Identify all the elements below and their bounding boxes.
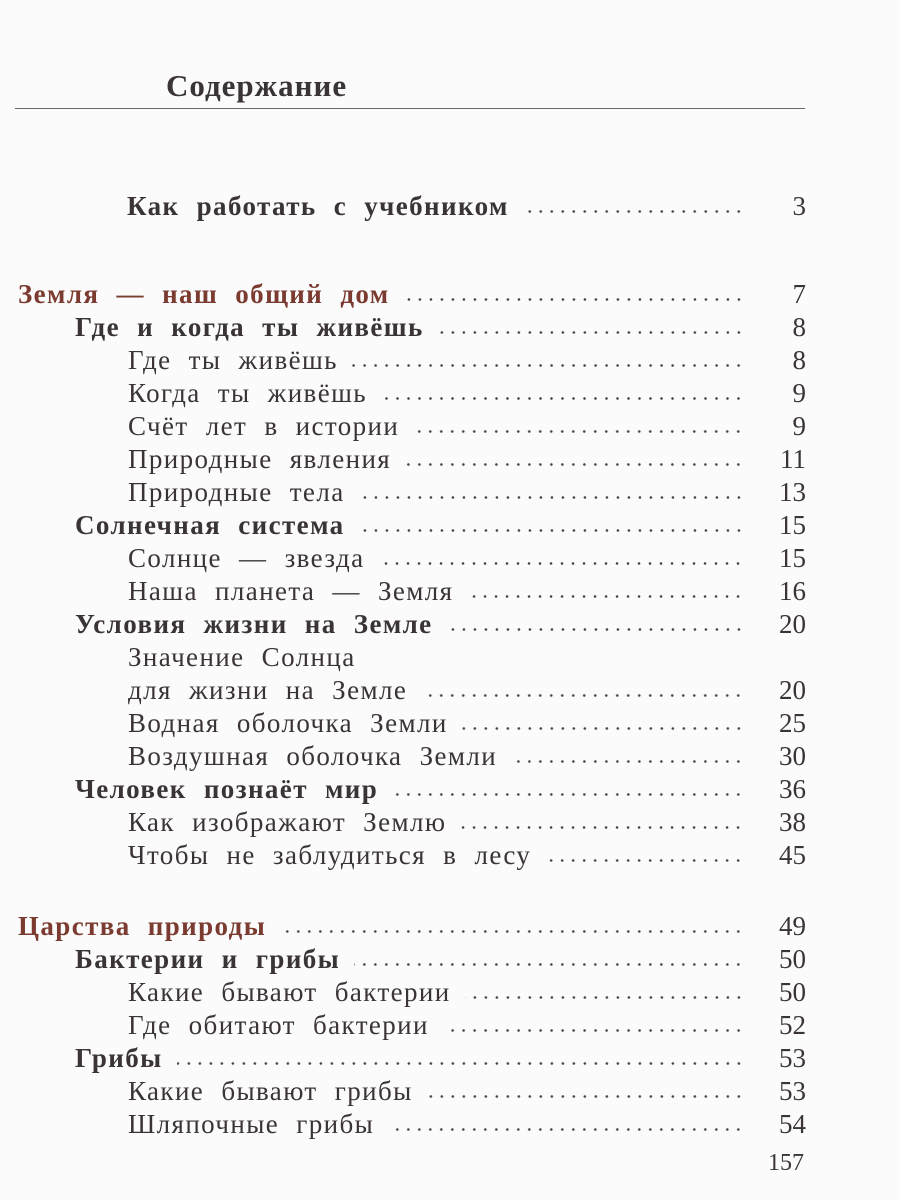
dot-leader bbox=[438, 331, 744, 334]
toc-entry-label: Бактерии и грибы bbox=[75, 944, 341, 974]
toc-entry-label: Когда ты живёшь bbox=[128, 378, 367, 408]
toc-entry-label: Какие бывают бактерии bbox=[128, 977, 451, 1007]
dot-leader bbox=[280, 930, 744, 933]
dot-leader bbox=[511, 760, 744, 763]
toc-entry-page: 13 bbox=[779, 477, 806, 507]
toc-entry-label: Значение Солнца bbox=[128, 642, 356, 672]
toc-entry-page: 52 bbox=[779, 1010, 806, 1040]
toc-chapter[interactable] bbox=[0, 943, 900, 976]
title-divider bbox=[15, 108, 805, 109]
dot-leader bbox=[392, 793, 744, 796]
toc-topic[interactable] bbox=[0, 377, 900, 410]
toc-entry-label: Шляпочные грибы bbox=[128, 1109, 375, 1139]
toc-entry-page: 53 bbox=[779, 1043, 806, 1073]
dot-leader bbox=[381, 397, 744, 400]
toc-topic[interactable] bbox=[0, 674, 900, 707]
dot-leader bbox=[413, 430, 744, 433]
toc-topic[interactable] bbox=[0, 707, 900, 740]
toc-chapter[interactable] bbox=[0, 1042, 900, 1075]
toc-entry-page: 8 bbox=[792, 312, 806, 342]
toc-entry-label: Как работать с учебником bbox=[127, 190, 509, 221]
dot-leader bbox=[545, 859, 744, 862]
dot-leader bbox=[404, 298, 744, 301]
toc-entry-page: 49 bbox=[779, 911, 806, 941]
toc-entry-label: Наша планета — Земля bbox=[128, 576, 454, 606]
toc-entry-label: Счёт лет в истории bbox=[128, 411, 400, 441]
toc-topic[interactable] bbox=[0, 976, 900, 1009]
toc-topic[interactable] bbox=[0, 641, 900, 674]
toc-chapter[interactable] bbox=[0, 773, 900, 806]
toc-entry-label: Природные явления bbox=[128, 444, 392, 474]
toc-topic[interactable] bbox=[0, 476, 900, 509]
toc-entry-page: 15 bbox=[779, 510, 806, 540]
toc-entry-page: 3 bbox=[792, 190, 806, 221]
toc-entry-label: Как изображают Землю bbox=[128, 807, 447, 837]
dot-leader bbox=[462, 727, 744, 730]
toc-topic[interactable] bbox=[0, 344, 900, 377]
toc-entry-page: 9 bbox=[792, 378, 806, 408]
toc-entry-page: 50 bbox=[779, 977, 806, 1007]
toc-entry-intro[interactable] bbox=[0, 186, 900, 226]
toc-entry-page: 16 bbox=[779, 576, 806, 606]
toc-topic[interactable] bbox=[0, 443, 900, 476]
toc-entry-label: Чтобы не заблудиться в лесу bbox=[128, 840, 532, 870]
toc-entry-label: Грибы bbox=[75, 1043, 163, 1073]
toc-section[interactable] bbox=[0, 278, 900, 311]
toc-topic[interactable] bbox=[0, 740, 900, 773]
toc-entry-label: Человек познаёт мир bbox=[75, 774, 379, 804]
toc-entry-page: 15 bbox=[779, 543, 806, 573]
toc-entry-label: Условия жизни на Земле bbox=[75, 609, 433, 639]
toc-entry-page: 25 bbox=[779, 708, 806, 738]
toc-entry-page: 7 bbox=[792, 279, 806, 309]
toc-topic[interactable] bbox=[0, 1108, 900, 1141]
toc-entry-label: Водная оболочка Земли bbox=[128, 708, 448, 738]
dot-leader bbox=[359, 529, 744, 532]
toc-entry-label: Где ты живёшь bbox=[128, 345, 338, 375]
table-of-contents bbox=[0, 186, 900, 1141]
toc-entry-label: Земля — наш общий дом bbox=[18, 279, 390, 309]
toc-entry-label: Солнечная система bbox=[75, 510, 345, 540]
dot-leader bbox=[421, 694, 744, 697]
page-number: 157 bbox=[768, 1150, 804, 1176]
toc-topic[interactable] bbox=[0, 839, 900, 872]
dot-leader bbox=[443, 1029, 744, 1032]
dot-leader bbox=[352, 364, 744, 367]
toc-topic[interactable] bbox=[0, 575, 900, 608]
toc-section[interactable] bbox=[0, 910, 900, 943]
dot-leader bbox=[354, 963, 744, 966]
dot-leader bbox=[467, 595, 744, 598]
dot-leader bbox=[359, 496, 744, 499]
toc-entry-label: Воздушная оболочка Земли bbox=[128, 741, 498, 771]
toc-entry-label: Где и когда ты живёшь bbox=[75, 312, 424, 342]
toc-entry-page: 38 bbox=[779, 807, 806, 837]
toc-entry-page: 30 bbox=[779, 741, 806, 771]
toc-topic[interactable] bbox=[0, 1009, 900, 1042]
toc-topic[interactable] bbox=[0, 806, 900, 839]
dot-leader bbox=[177, 1062, 744, 1065]
dot-leader bbox=[388, 1128, 744, 1131]
toc-entry-label: Какие бывают грибы bbox=[128, 1076, 413, 1106]
toc-entry-page: 54 bbox=[779, 1109, 806, 1139]
toc-chapter[interactable] bbox=[0, 509, 900, 542]
toc-entry-page: 53 bbox=[779, 1076, 806, 1106]
toc-entry-page: 50 bbox=[779, 944, 806, 974]
toc-topic[interactable] bbox=[0, 1075, 900, 1108]
toc-entry-label: Где обитают бактерии bbox=[128, 1010, 429, 1040]
toc-entry-page: 9 bbox=[792, 411, 806, 441]
toc-entry-label: для жизни на Земле bbox=[128, 675, 408, 705]
toc-chapter[interactable] bbox=[0, 311, 900, 344]
toc-entry-page: 20 bbox=[779, 675, 806, 705]
toc-topic[interactable] bbox=[0, 542, 900, 575]
toc-entry-page: 36 bbox=[779, 774, 806, 804]
toc-entry-page: 11 bbox=[780, 444, 806, 474]
dot-leader bbox=[378, 562, 744, 565]
dot-leader bbox=[447, 628, 744, 631]
page-title: Содержание bbox=[166, 68, 348, 103]
toc-entry-page: 8 bbox=[792, 345, 806, 375]
toc-chapter[interactable] bbox=[0, 608, 900, 641]
toc-entry-label: Царства природы bbox=[18, 911, 267, 941]
toc-entry-page: 45 bbox=[779, 840, 806, 870]
toc-entry-label: Солнце — звезда bbox=[128, 543, 365, 573]
toc-entry-label: Природные тела bbox=[128, 477, 345, 507]
dot-leader bbox=[427, 1095, 744, 1098]
dot-leader bbox=[405, 463, 744, 466]
toc-topic[interactable] bbox=[0, 410, 900, 443]
dot-leader bbox=[465, 996, 744, 999]
toc-entry-page: 20 bbox=[779, 609, 806, 639]
dot-leader bbox=[523, 210, 744, 213]
dot-leader bbox=[460, 826, 744, 829]
